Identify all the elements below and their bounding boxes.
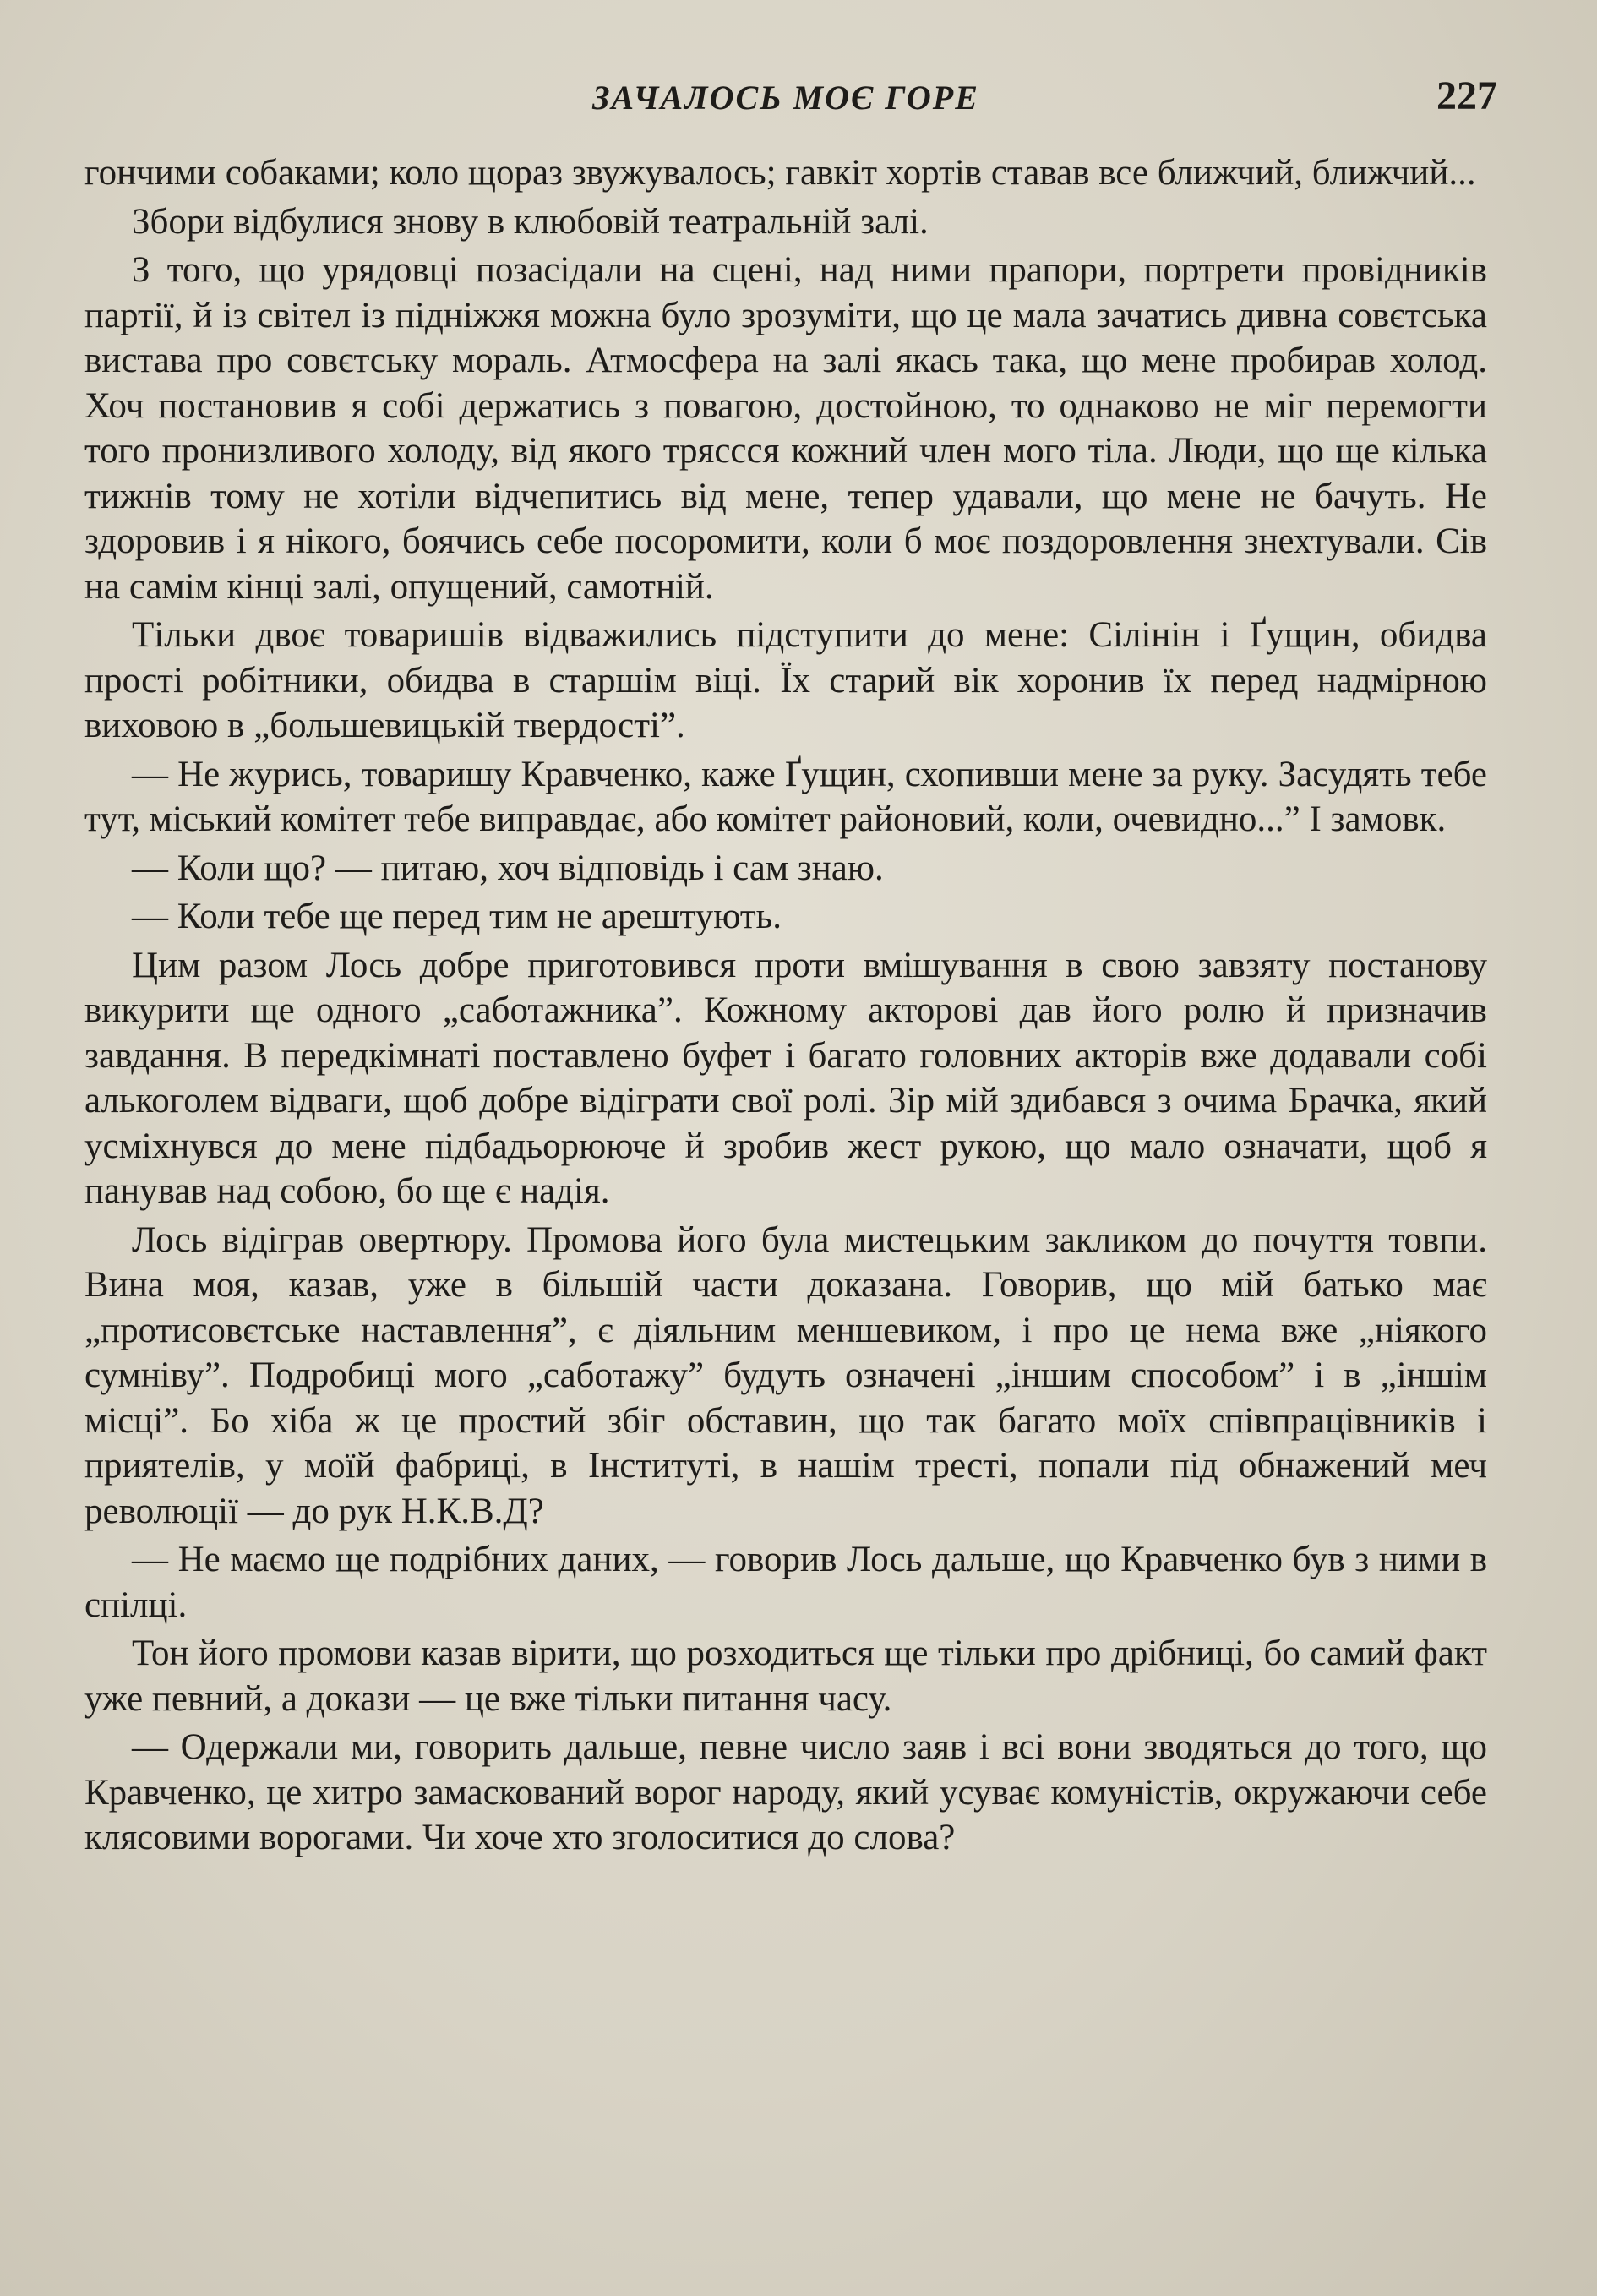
paragraph: Тільки двоє товаришів відважились підступити до мене: Сілінін і Ґущин, обидва прості робітники, обидва в старшім віці. Їх старий вік хоронив їх перед надмірною виховою в „большевицькій твердості”. bbox=[84, 615, 1487, 745]
paragraph: — Коли тебе ще перед тим не арештують. bbox=[132, 897, 782, 936]
page-number: 227 bbox=[1436, 74, 1497, 118]
paragraph: — Коли що? — питаю, хоч відповідь і сам знаю. bbox=[132, 848, 884, 888]
page-header bbox=[84, 74, 1497, 128]
paragraph: Збори відбулися знову в клюбовій театральній залі. bbox=[132, 201, 929, 242]
paragraph: Тон його промови казав вірити, що розходиться ще тільки про дрібниці, бо самий факт уже певний, а докази — це вже тільки питання часу. bbox=[84, 1633, 1487, 1719]
paragraph: — Не маємо ще подрібних даних, — говорив Лось дальше, що Кравченко був з ними в спілці. bbox=[84, 1540, 1487, 1625]
running-title: ЗАЧАЛОСЬ МОЄ ГОРЕ bbox=[592, 79, 979, 117]
paragraph: гончими собаками; коло щораз звужувалось; гавкіт хортів ставав все ближчий, ближчий... bbox=[84, 153, 1476, 193]
paragraph: — Одержали ми, говорить дальше, певне число заяв і всі вони зводяться до того, що Кравченко, це хитро замаскований ворог народу, який усуває комуністів, окружаючи себе клясовими ворогами. Чи хоче хто зголоситися до слова? bbox=[84, 1727, 1487, 1857]
paragraph: З того, що урядовці позасідали на сцені, над ними прапори, портрети провідників партії, й із світел із підніжжя можна було зрозуміти, що це мала зачатись дивна совєтська вистава про совєтську мораль. Атмосфера на залі якась така, що мене пробирав холод. Хоч постановив я собі держатись з повагою, достойною, то однаково не міг перемогти того пронизливого холоду, від якого тряссся кожний член мого тіла. Люди, що ще кілька тижнів тому не хотіли відчепитись від мене, тепер удавали, що мене не бачуть. Не здоровив і я нікого, боячись себе посоромити, коли б моє поздоровлення знехтували. Сів на самім кінці залі, опущений, самотній. bbox=[84, 250, 1487, 607]
paragraph: Лось відіграв овертюру. Промова його була мистецьким закликом до почуття товпи. Вина моя, казав, уже в більшій части доказана. Говорив, що мій батько має „протисовєтське наставлення”, є діяльним меншевиком, і про це нема вже „ніякого сумніву”. Подробиці мого „саботажу” будуть означені „іншим способом” і в „іншім місці”. Бо хіба ж це простий збіг обставин, що так багато моїх співпрацівників і приятелів, у моїй фабриці, в Інституті, в нашім тресті, попали під обнажений меч революції — до рук Н.К.В.Д? bbox=[84, 1219, 1487, 1531]
body-text bbox=[84, 150, 1487, 1864]
paragraph: — Не журись, товаришу Кравченко, каже Ґущин, схопивши мене за руку. Засудять тебе тут, міський комітет тебе виправдає, або комітет районовий, коли, очевидно...” І замовк. bbox=[84, 754, 1487, 839]
paragraph: Цим разом Лось добре приготовився проти вмішування в свою завзяту постанову викурити ще одного „саботажника”. Кожному акторові дав його ролю й призначив завдання. В передкімнаті поставлено буфет і багато головних акторів вже додавали собі алькоголем відваги, щоб добре відіграти свої ролі. Зір мій здибався з очима Брачка, який усміхнувся до мене підбадьорююче й зробив жест рукою, що мало означати, щоб я панував над собою, бо ще є надія. bbox=[84, 945, 1487, 1211]
